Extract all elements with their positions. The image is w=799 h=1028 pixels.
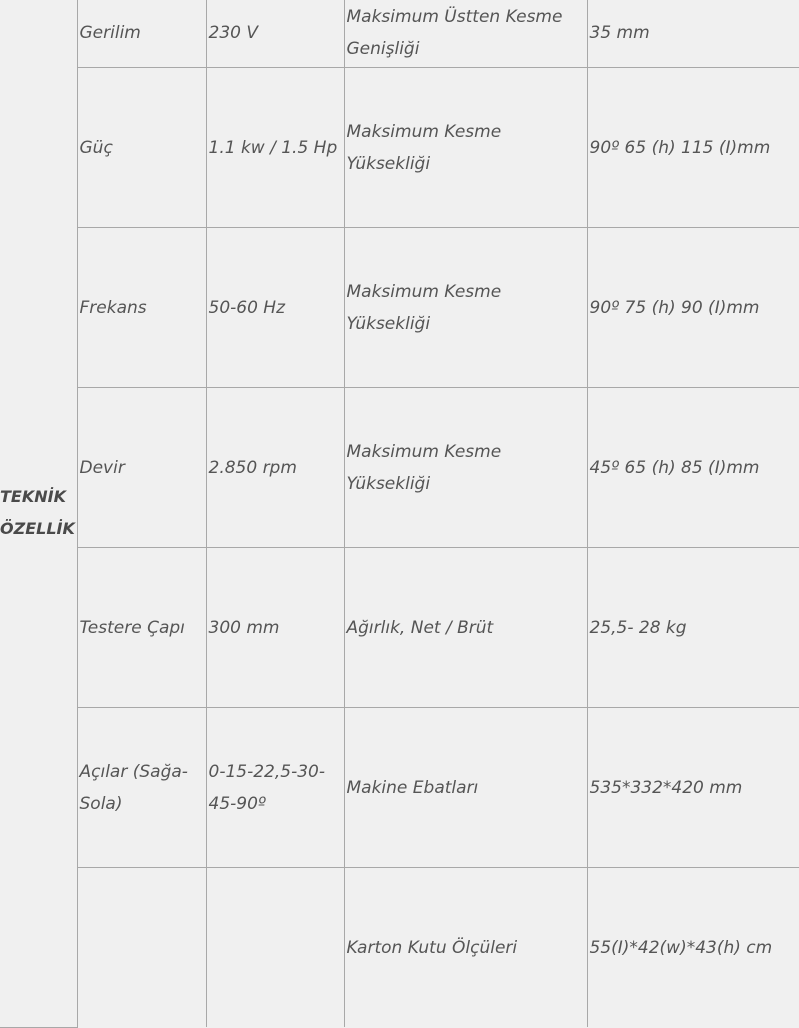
spec-name: Maksimum Kesme Yüksekliği [344, 388, 587, 548]
spec-name: Maksimum Kesme Yüksekliği [344, 68, 587, 228]
spec-name: Devir [77, 388, 206, 548]
spec-value [206, 868, 344, 1028]
spec-value: 230 V [206, 0, 344, 68]
spec-value: 90º 65 (h) 115 (I)mm [587, 68, 799, 228]
spec-value: 2.850 rpm [206, 388, 344, 548]
table-row [0, 0, 799, 68]
spec-name: Güç [77, 68, 206, 228]
spec-name: Frekans [77, 228, 206, 388]
spec-name: Testere Çapı [77, 548, 206, 708]
table-row [0, 68, 799, 228]
table-row [0, 228, 799, 388]
spec-value: 1.1 kw / 1.5 Hp [206, 68, 344, 228]
table-row [0, 708, 799, 868]
spec-value: 50-60 Hz [206, 228, 344, 388]
spec-value: 0-15-22,5-30-45-90º [206, 708, 344, 868]
spec-name: Gerilim [77, 0, 206, 68]
spec-name: Maksimum Üstten Kesme Genişliği [344, 0, 587, 68]
spec-value: 535*332*420 mm [587, 708, 799, 868]
table-row [0, 548, 799, 708]
section-label: TEKNİK ÖZELLİK [0, 0, 77, 1027]
table-row [0, 388, 799, 548]
spec-value: 55(I)*42(w)*43(h) cm [587, 868, 799, 1028]
spec-name: Açılar (Sağa-Sola) [77, 708, 206, 868]
spec-name: Maksimum Kesme Yüksekliği [344, 228, 587, 388]
spec-name: Makine Ebatları [344, 708, 587, 868]
spec-name: Karton Kutu Ölçüleri [344, 868, 587, 1028]
spec-value: 300 mm [206, 548, 344, 708]
spec-name [77, 868, 206, 1028]
spec-value: 25,5- 28 kg [587, 548, 799, 708]
spec-value: 35 mm [587, 0, 799, 68]
spec-name: Ağırlık, Net / Brüt [344, 548, 587, 708]
table-row [0, 868, 799, 1028]
spec-value: 45º 65 (h) 85 (I)mm [587, 388, 799, 548]
spec-value: 90º 75 (h) 90 (I)mm [587, 228, 799, 388]
